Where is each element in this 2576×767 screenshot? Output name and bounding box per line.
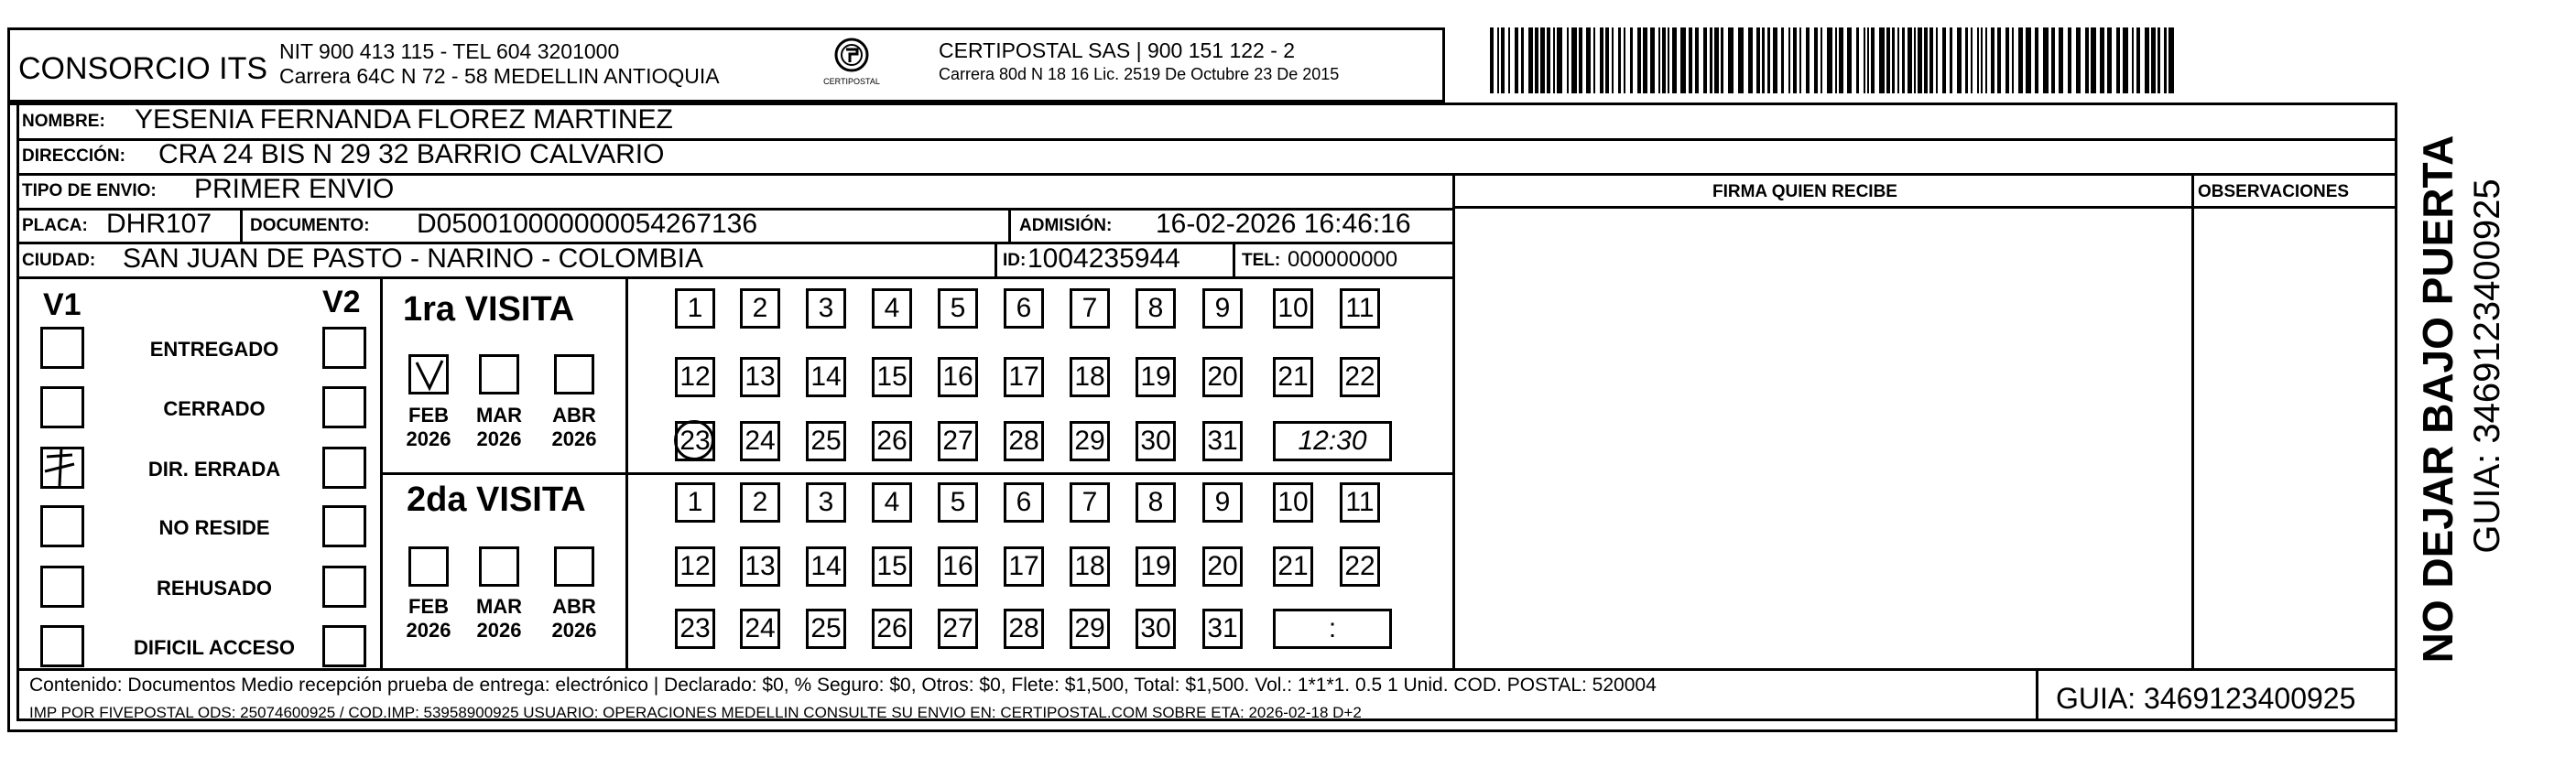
tipo-value: PRIMER ENVIO	[194, 174, 395, 204]
day-box[interactable]: 16	[938, 546, 978, 587]
day-box[interactable]: 6	[1004, 288, 1044, 329]
month-checkbox[interactable]	[479, 546, 519, 587]
nombre-value: YESENIA FERNANDA FLOREZ MARTINEZ	[135, 104, 673, 135]
day-box[interactable]: 30	[1136, 421, 1176, 461]
signature-divider	[1452, 173, 1455, 668]
day-box[interactable]: 24	[740, 609, 780, 649]
direccion-value: CRA 24 BIS N 29 32 BARRIO CALVARIO	[158, 139, 665, 169]
ciudad-value: SAN JUAN DE PASTO - NARINO - COLOMBIA	[123, 243, 703, 274]
check-mark-icon	[411, 357, 448, 394]
certipostal-address: Carrera 80d N 18 16 Lic. 2519 De Octubre 23 De 2015	[939, 65, 1340, 83]
day-box[interactable]: 13	[740, 546, 780, 587]
day-box[interactable]: 10	[1273, 482, 1313, 523]
day-box[interactable]: 7	[1070, 288, 1110, 329]
tel-label: TEL:	[1242, 251, 1281, 270]
day-box[interactable]: 5	[938, 288, 978, 329]
day-box[interactable]: 18	[1070, 546, 1110, 587]
day-box[interactable]: 12	[675, 546, 715, 587]
day-box[interactable]: 8	[1136, 482, 1176, 523]
month-checkbox[interactable]	[554, 546, 594, 587]
v1-checkbox[interactable]	[40, 505, 84, 547]
day-box[interactable]: 3	[806, 482, 846, 523]
month-label: MAR 2026	[475, 404, 523, 450]
day-box[interactable]: 24	[740, 421, 780, 461]
tel-value: 000000000	[1288, 247, 1398, 272]
v2-checkbox[interactable]	[322, 447, 366, 489]
month-checkbox[interactable]	[408, 354, 449, 394]
status-option-label: REHUSADO	[157, 577, 272, 600]
month-label: FEB 2026	[406, 404, 451, 450]
day-box[interactable]: 4	[872, 482, 912, 523]
signature-header-line	[1452, 206, 2397, 209]
day-box[interactable]: 19	[1136, 546, 1176, 587]
day-box[interactable]: 16	[938, 357, 978, 397]
certipostal-title: CERTIPOSTAL SAS | 900 151 122 - 2	[939, 38, 1296, 62]
cell-divider	[240, 209, 243, 243]
side-warning: NO DEJAR BAJO PUERTA	[2414, 135, 2462, 664]
signature-area[interactable]	[1456, 210, 2189, 667]
day-box[interactable]: 11	[1340, 482, 1380, 523]
day-box[interactable]: 17	[1004, 546, 1044, 587]
v1-checkbox[interactable]	[40, 327, 84, 369]
day-box[interactable]: 15	[872, 546, 912, 587]
day-box[interactable]: 23	[675, 421, 715, 461]
v1-checkbox[interactable]	[40, 625, 84, 667]
day-box[interactable]: 1	[675, 288, 715, 329]
status-option-label: CERRADO	[163, 397, 266, 420]
logo-mark-icon	[806, 35, 897, 92]
day-box[interactable]: 31	[1202, 421, 1243, 461]
day-box[interactable]: 30	[1136, 609, 1176, 649]
day-box[interactable]: 29	[1070, 421, 1110, 461]
cell-divider	[1008, 209, 1011, 243]
admision-value: 16-02-2026 16:46:16	[1156, 209, 1411, 239]
day-box[interactable]: 15	[872, 357, 912, 397]
day-box[interactable]: 27	[938, 421, 978, 461]
placa-label: PLACA:	[22, 216, 88, 235]
day-box[interactable]: 25	[806, 421, 846, 461]
day-box[interactable]: 21	[1273, 357, 1313, 397]
day-box[interactable]: 9	[1202, 288, 1243, 329]
day-box[interactable]: 14	[806, 546, 846, 587]
firma-label: FIRMA QUIEN RECIBE	[1712, 182, 1897, 201]
company-address: Carrera 64C N 72 - 58 MEDELLIN ANTIOQUIA	[279, 64, 720, 88]
day-box[interactable]: 20	[1202, 357, 1243, 397]
v2-checkbox[interactable]	[322, 505, 366, 547]
day-box[interactable]: 23	[675, 609, 715, 649]
day-box[interactable]: 22	[1340, 546, 1380, 587]
day-box[interactable]: 29	[1070, 609, 1110, 649]
day-box[interactable]: 31	[1202, 609, 1243, 649]
footer-guia: GUIA: 3469123400925	[2056, 682, 2356, 715]
month-checkbox[interactable]	[554, 354, 594, 394]
month-checkbox[interactable]	[408, 546, 449, 587]
day-box[interactable]: 26	[872, 421, 912, 461]
day-box[interactable]: 11	[1340, 288, 1380, 329]
day-box[interactable]: 17	[1004, 357, 1044, 397]
cell-divider	[995, 243, 997, 277]
visit2-title: 2da VISITA	[407, 481, 586, 519]
v1-checkbox[interactable]	[40, 447, 84, 489]
v1-checkbox[interactable]	[40, 386, 84, 428]
day-box[interactable]: 28	[1004, 421, 1044, 461]
day-box[interactable]: 27	[938, 609, 978, 649]
time-box[interactable]: :	[1273, 609, 1392, 649]
day-box[interactable]: 7	[1070, 482, 1110, 523]
status-option-label: ENTREGADO	[149, 338, 279, 361]
direccion-label: DIRECCIÓN:	[22, 146, 125, 166]
month-label: FEB 2026	[406, 595, 451, 642]
nombre-label: NOMBRE:	[22, 112, 105, 131]
day-box[interactable]: 25	[806, 609, 846, 649]
observaciones-area[interactable]	[2195, 210, 2395, 667]
visit-divider	[380, 472, 1453, 475]
day-box[interactable]: 21	[1273, 546, 1313, 587]
placa-value: DHR107	[106, 209, 212, 239]
status-option-label: DIR. ERRADA	[147, 458, 281, 481]
time-box[interactable]: 12:30	[1273, 421, 1392, 461]
v2-checkbox[interactable]	[322, 625, 366, 667]
observaciones-divider	[2191, 173, 2194, 668]
day-box[interactable]: 20	[1202, 546, 1243, 587]
status-option-label: NO RESIDE	[158, 516, 270, 539]
day-box[interactable]: 1	[675, 482, 715, 523]
id-value: 1004235944	[1027, 243, 1180, 274]
v1-checkbox[interactable]	[40, 566, 84, 608]
visit1-title: 1ra VISITA	[403, 290, 575, 329]
documento-value: D050010000000054267136	[417, 209, 758, 239]
v2-checkbox[interactable]	[322, 566, 366, 608]
certipostal-logo	[806, 35, 897, 92]
barcode	[1490, 27, 2177, 93]
day-box[interactable]: 2	[740, 288, 780, 329]
footer-line1: Contenido: Documentos Medio recepción prueba de entrega: electrónico | Declarado: $0, % Seguro: $0, Otros: $0, Flete: $1,500, Total: $1,500. Vol.: 1*1*1. 0.5 1 Unid. COD. POSTAL: 520004	[29, 675, 1657, 696]
day-box[interactable]: 10	[1273, 288, 1313, 329]
admision-label: ADMISIÓN:	[1019, 216, 1113, 235]
month-checkbox[interactable]	[479, 354, 519, 394]
check-mark-icon	[38, 444, 83, 490]
side-guia: GUIA: 3469123400925	[2467, 178, 2507, 554]
v2-checkbox[interactable]	[322, 386, 366, 428]
observaciones-label: OBSERVACIONES	[2198, 182, 2350, 201]
footer-divider	[16, 668, 2397, 671]
status-option-label: DIFICIL ACCESO	[133, 636, 295, 659]
day-box[interactable]: 12	[675, 357, 715, 397]
day-box[interactable]: 6	[1004, 482, 1044, 523]
v1-label: V1	[43, 287, 82, 322]
month-label: ABR 2026	[551, 595, 597, 642]
month-label: ABR 2026	[551, 404, 597, 450]
day-box[interactable]: 4	[872, 288, 912, 329]
row-divider	[16, 276, 1453, 279]
footer-guia-divider	[2036, 668, 2038, 721]
day-mark-icon	[674, 420, 714, 460]
company-name: CONSORCIO ITS	[18, 51, 268, 86]
day-box[interactable]: 3	[806, 288, 846, 329]
tipo-label: TIPO DE ENVIO:	[22, 181, 157, 200]
day-box[interactable]: 8	[1136, 288, 1176, 329]
day-box[interactable]: 13	[740, 357, 780, 397]
day-box[interactable]: 28	[1004, 609, 1044, 649]
cell-divider	[1233, 243, 1235, 277]
footer-line2: IMP POR FIVEPOSTAL ODS: 25074600925 / COD.IMP: 53958900925 USUARIO: OPERACIONES MEDELLIN CONSULTE SU ENVIO EN: CERTIPOSTAL.COM SOBRE ETA: 2026-02-18 D+2	[29, 704, 1362, 721]
day-box[interactable]: 18	[1070, 357, 1110, 397]
company-nit: NIT 900 413 115 - TEL 604 3201000	[279, 39, 620, 63]
month-label: MAR 2026	[475, 595, 523, 642]
day-box[interactable]: 14	[806, 357, 846, 397]
day-box[interactable]: 5	[938, 482, 978, 523]
id-label: ID:	[1003, 251, 1027, 270]
day-box[interactable]: 26	[872, 609, 912, 649]
day-box[interactable]: 19	[1136, 357, 1176, 397]
day-box[interactable]: 22	[1340, 357, 1380, 397]
ciudad-label: CIUDAD:	[22, 251, 96, 270]
v2-label: V2	[322, 285, 361, 319]
logo-text: CERTIPOSTAL	[823, 77, 880, 86]
v2-checkbox[interactable]	[322, 327, 366, 369]
documento-label: DOCUMENTO:	[250, 216, 370, 235]
day-box[interactable]: 9	[1202, 482, 1243, 523]
day-box[interactable]: 2	[740, 482, 780, 523]
